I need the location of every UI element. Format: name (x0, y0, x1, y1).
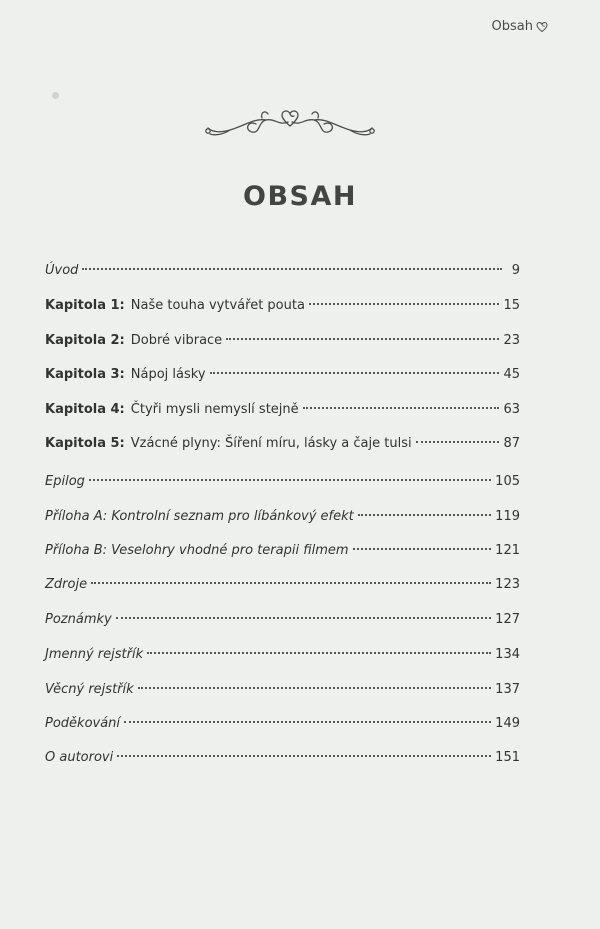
toc-entry-title: Poděkování (45, 716, 121, 731)
toc-entry-title: Dobré vibrace (130, 333, 223, 348)
toc-chapter-label: Kapitola 1: (45, 298, 125, 313)
toc-dot-leader (353, 548, 492, 550)
toc-page-number: 137 (495, 682, 520, 697)
toc-dot-leader (82, 268, 502, 270)
toc-entry (45, 397, 520, 423)
toc-entry-title: Naše touha vytvářet pouta (130, 298, 305, 313)
toc-page-number: 127 (495, 612, 520, 627)
toc-entry (45, 677, 520, 703)
toc-entry-title: O autorovi (45, 750, 114, 765)
toc-entry-title: Příloha B: Veselohry vhodné pro terapii filmem (45, 543, 349, 558)
toc-dot-leader (309, 303, 500, 305)
toc-entry-title: Nápoj lásky (130, 367, 206, 382)
toc-dot-leader (91, 582, 491, 584)
toc-page-number: 105 (495, 474, 520, 489)
page-speck (52, 92, 59, 99)
toc-page-number: 119 (495, 509, 520, 524)
toc-entry (45, 469, 520, 495)
toc-page-number: 9 (511, 263, 520, 278)
toc-chapter-label: Kapitola 4: (45, 402, 125, 417)
toc-entry-title: Epilog (45, 474, 85, 489)
toc-entry-title: Čtyři mysli nemyslí stejně (130, 402, 299, 417)
toc-entry-title: Věcný rejstřík (45, 682, 134, 697)
toc-entry-title: Jmenný rejstřík (45, 647, 144, 662)
toc-page-number: 151 (495, 750, 520, 765)
toc-entry (45, 607, 520, 633)
toc-entry (45, 538, 520, 564)
toc-page-number: 123 (495, 577, 520, 592)
heart-scroll-ornament-icon (200, 104, 380, 150)
page-title: OBSAH (243, 181, 357, 212)
toc-entry (45, 293, 520, 319)
toc-dot-leader (138, 687, 492, 689)
running-header (492, 19, 548, 34)
toc-page-number: 23 (503, 333, 520, 348)
toc-page-number: 63 (503, 402, 520, 417)
toc-dot-leader (147, 652, 491, 654)
toc-page-number: 87 (503, 436, 520, 451)
toc-entry (45, 572, 520, 598)
toc-entry (45, 642, 520, 668)
toc-entry (45, 431, 520, 457)
toc-chapter-label: Kapitola 3: (45, 367, 125, 382)
toc-page-number: 134 (495, 647, 520, 662)
toc-dot-leader (358, 514, 491, 516)
toc-dot-leader (416, 441, 500, 443)
toc-dot-leader (226, 338, 499, 340)
toc-entry-title: Úvod (45, 263, 79, 278)
toc-dot-leader (116, 617, 491, 619)
toc-entry (45, 745, 520, 771)
toc-dot-leader (117, 755, 491, 757)
toc-page-number: 15 (503, 298, 520, 313)
toc-chapter-label: Kapitola 2: (45, 333, 125, 348)
toc-dot-leader (303, 407, 500, 409)
heart-icon (536, 21, 548, 33)
toc-entry (45, 258, 520, 284)
toc-page-number: 121 (495, 543, 520, 558)
toc-entry (45, 328, 520, 354)
toc-entry (45, 711, 520, 737)
toc-dot-leader (89, 479, 491, 481)
toc-chapter-label: Kapitola 5: (45, 436, 125, 451)
toc-entry-title: Příloha A: Kontrolní seznam pro líbánkový efekt (45, 509, 354, 524)
toc-dot-leader (210, 372, 500, 374)
toc-page-number: 149 (495, 716, 520, 731)
toc-entry (45, 362, 520, 388)
toc-entry-title: Poznámky (45, 612, 112, 627)
toc-page-number: 45 (503, 367, 520, 382)
running-header-title: Obsah (491, 19, 533, 34)
toc-entry-title: Vzácné plyny: Šíření míru, lásky a čaje tulsi (130, 436, 412, 451)
toc-entry-title: Zdroje (45, 577, 88, 592)
toc-dot-leader (124, 721, 491, 723)
toc-entry (45, 504, 520, 530)
